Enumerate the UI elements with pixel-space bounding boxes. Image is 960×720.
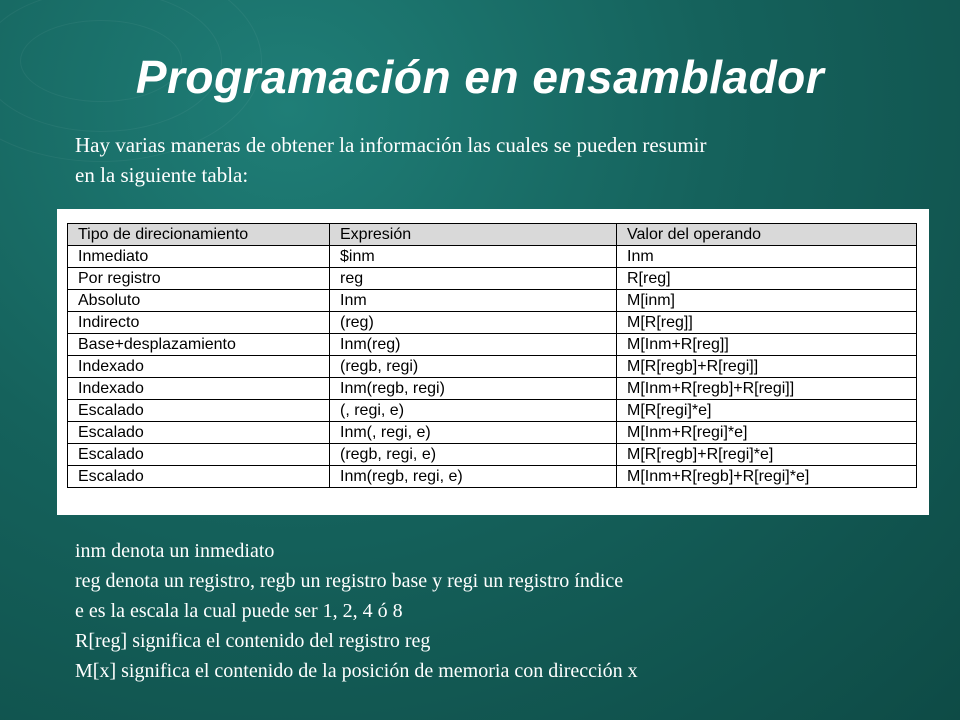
intro-line: en la siguiente tabla: (75, 163, 249, 187)
cell-addressing-type: Inmediato (68, 246, 330, 268)
cell-operand-value: M[inm] (617, 290, 917, 312)
addressing-modes-table (67, 223, 917, 488)
cell-addressing-type: Por registro (68, 268, 330, 290)
cell-operand-value: M[Inm+R[reg]] (617, 334, 917, 356)
notes-list (75, 536, 935, 686)
addressing-table-panel (57, 209, 929, 515)
cell-expression: (regb, regi) (330, 356, 617, 378)
cell-addressing-type: Indexado (68, 378, 330, 400)
slide-title: Programación en ensamblador (135, 51, 825, 103)
cell-operand-value: R[reg] (617, 268, 917, 290)
table-row (68, 334, 917, 356)
cell-addressing-type: Escalado (68, 466, 330, 488)
cell-expression: Inm(regb, regi, e) (330, 466, 617, 488)
note-line: R[reg] significa el contenido del registro reg (75, 630, 431, 652)
cell-addressing-type: Indexado (68, 356, 330, 378)
cell-addressing-type: Indirecto (68, 312, 330, 334)
cell-expression: Inm(regb, regi) (330, 378, 617, 400)
cell-addressing-type: Base+desplazamiento (68, 334, 330, 356)
column-header-addressing-type: Tipo de direcionamiento (68, 224, 330, 246)
cell-addressing-type: Escalado (68, 444, 330, 466)
intro-line: Hay varias maneras de obtener la información las cuales se pueden resumir (75, 133, 707, 157)
cell-expression: (reg) (330, 312, 617, 334)
cell-expression: Inm(, regi, e) (330, 422, 617, 444)
table-row (68, 378, 917, 400)
cell-addressing-type: Absoluto (68, 290, 330, 312)
note-line: inm denota un inmediato (75, 540, 275, 562)
table-row (68, 466, 917, 488)
table-row (68, 246, 917, 268)
cell-operand-value: M[Inm+R[regb]+R[regi]] (617, 378, 917, 400)
cell-operand-value: M[R[regi]*e] (617, 400, 917, 422)
table-row (68, 400, 917, 422)
cell-expression: Inm(reg) (330, 334, 617, 356)
table-row (68, 444, 917, 466)
cell-expression: (regb, regi, e) (330, 444, 617, 466)
cell-operand-value: Inm (617, 246, 917, 268)
cell-operand-value: M[R[reg]] (617, 312, 917, 334)
cell-expression: Inm (330, 290, 617, 312)
cell-operand-value: M[R[regb]+R[regi]] (617, 356, 917, 378)
table-row (68, 356, 917, 378)
cell-expression: reg (330, 268, 617, 290)
column-header-expression: Expresión (330, 224, 617, 246)
table-row (68, 312, 917, 334)
column-header-operand-value: Valor del operando (617, 224, 917, 246)
table-header-row (68, 224, 917, 246)
cell-operand-value: M[Inm+R[regb]+R[regi]*e] (617, 466, 917, 488)
cell-addressing-type: Escalado (68, 422, 330, 444)
table-row (68, 268, 917, 290)
cell-operand-value: M[R[regb]+R[regi]*e] (617, 444, 917, 466)
table-row (68, 290, 917, 312)
note-line: M[x] significa el contenido de la posición de memoria con dirección x (75, 660, 638, 682)
note-line: e es la escala la cual puede ser 1, 2, 4 ó 8 (75, 600, 403, 622)
cell-addressing-type: Escalado (68, 400, 330, 422)
cell-operand-value: M[Inm+R[regi]*e] (617, 422, 917, 444)
intro-paragraph (75, 130, 905, 190)
table-row (68, 422, 917, 444)
note-line: reg denota un registro, regb un registro base y regi un registro índice (75, 570, 624, 592)
cell-expression: (, regi, e) (330, 400, 617, 422)
cell-expression: $inm (330, 246, 617, 268)
